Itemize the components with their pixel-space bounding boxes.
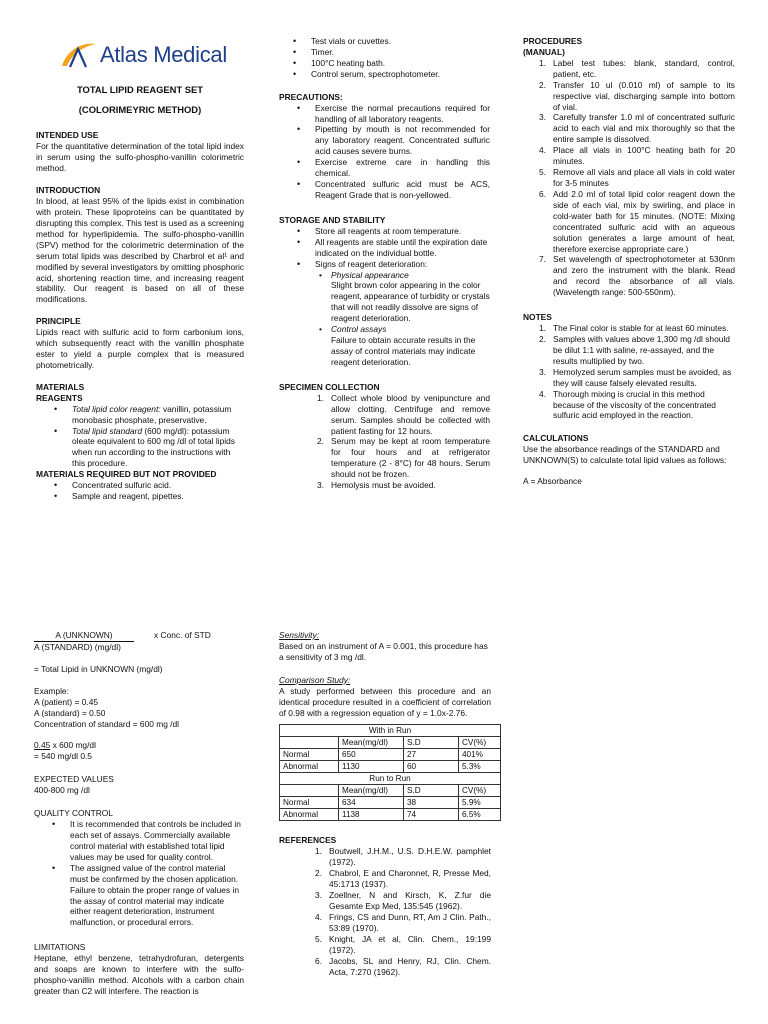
intended-use-text: For the quantitative determination of the total lipid index in serum using the sulfo-phospho-vanillin colorimetric method. xyxy=(36,141,244,174)
table-row: Normal 634 38 5.9% xyxy=(280,797,501,809)
example-line: A (standard) = 0.50 xyxy=(34,707,106,718)
reference-item: 3. Zoellner, N and Kirsch, K, Z.fur die Gesamte Exp Med, 135:545 (1962). xyxy=(315,890,491,911)
comparison-heading: Comparison Study: xyxy=(279,674,351,685)
sensitivity-text: Based on an instrument of A = 0.001, this procedure has a sensitivity of 3 mg /dl. xyxy=(279,640,488,662)
column-1-bottom xyxy=(34,630,244,997)
reagent-item: • Total lipid color reagent: vanillin, potassium monobasic phosphate, preservative. xyxy=(36,404,244,426)
precision-table xyxy=(279,724,501,821)
brand-logo xyxy=(58,38,244,72)
example-result: = 540 mg/dl 0.5 xyxy=(34,751,92,762)
materials-heading: MATERIALS xyxy=(36,381,85,392)
comparison-text: A study performed between this procedure and an identical procedure resulted in a coefficient of correlation of 0.98 with a regression equation of y = 1.0x-2.76. xyxy=(279,685,491,718)
procedure-step: 1. Label test tubes: blank, standard, control, patient, etc. xyxy=(539,57,735,79)
note-item: 4. Thorough mixing is crucial in this method because of the viscosity of the concentrated sulfuric acid employed in the reaction. xyxy=(539,388,716,421)
procedure-step: 6. Add 2.0 ml of total lipid color reagent down the side of each vial, mix by swirling, and place in cold-water bath for 15 minutes. (NOTE: Mixing concentrated sulfuric acid with an aqueous solution generates a large amount of heat, therefore exercise appropriate care.) xyxy=(539,188,735,254)
procedures-heading: PROCEDURES xyxy=(523,36,583,46)
reference-item: 1. Boutwell, J.H.M., U.S. D.H.E.W. pamphlet (1972). xyxy=(315,846,491,868)
precaution-item: • Exercise extreme care in handling this chemical. xyxy=(279,157,490,179)
doc-subtitle: (COLORIMEYRIC METHOD) xyxy=(78,104,202,116)
qc-item: • It is recommended that controls be included in each set of assays. Commercially available control material with established total lipid values may be used for quality control. xyxy=(34,819,244,863)
procedure-step: 3. Carefully transfer 1.0 ml of concentrated sulfuric acid to each vial and mix thoroughly so that the entire sample is dissolved. xyxy=(539,112,735,145)
procedure-step: 7. Set wavelength of spectrophotometer at 530nm and zero the instrument with the blank. Read and record the absorbance of all vials. (Wavelength range: 500-550nm). xyxy=(539,254,735,298)
not-provided-heading: MATERIALS REQUIRED BUT NOT PROVIDED xyxy=(36,469,217,480)
table-header-row: Mean(mg/dl) S.D CV(%) xyxy=(280,785,501,797)
not-provided-item: • Sample and reagent, pipettes. xyxy=(36,491,244,502)
example-line: Concentration of standard = 600 mg /dl xyxy=(34,718,180,729)
principle-heading: PRINCIPLE xyxy=(36,316,81,327)
reagents-heading: REAGENTS xyxy=(36,392,83,403)
formula-denominator: A (STANDARD) (mg/dl) xyxy=(34,641,121,652)
example-calc: 0.45 x 600 mg/dl xyxy=(34,740,96,751)
deterioration-sign: • Physical appearance Slight brown color appearing in the color reagent, appearance of turbidity or crystals that will not readily dissolve are signs of reagent deterioration. xyxy=(279,270,490,325)
absorbance-definition: A = Absorbance xyxy=(523,476,582,487)
not-provided-item: • Test vials or cuvettes. xyxy=(275,36,490,47)
reference-item: 6. Jacobs, SL and Henry, RJ, Clin. Chem. Acta, 7:270 (1962). xyxy=(315,955,491,977)
column-2-bottom xyxy=(279,630,491,977)
reference-item: 4. Frings, CS and Dunn, RT, Am J Clin. Path., 53:89 (1970). xyxy=(315,911,491,933)
note-item: 1. The Final color is stable for at least 60 minutes. xyxy=(539,323,729,334)
procedure-step: 5. Remove all vials and place all vials in cold water for 3-5 minutes xyxy=(539,167,735,188)
table-caption-row: With in Run xyxy=(280,725,501,737)
procedure-step: 2. Transfer 10 ul (0.010 ml) of sample to its respective vial, discharging sample into bottom of vial. xyxy=(539,79,735,112)
limitations-heading: LIMITATIONS xyxy=(34,942,86,953)
calculations-heading: CALCULATIONS xyxy=(523,433,589,444)
not-provided-item: • 100°C heating bath. xyxy=(275,58,490,69)
storage-item: • All reagents are stable until the expiration date indicated on the individual bottle. xyxy=(279,237,490,259)
formula-line xyxy=(34,630,234,642)
calculations-text: Use the absorbance readings of the STANDARD and UNKNOWN(S) to calculate total lipid values as follows: xyxy=(523,444,727,466)
precaution-item: • Exercise the normal precautions required for handling of all laboratory reagents. xyxy=(279,103,490,125)
expected-text: 400-800 mg /dl xyxy=(34,785,90,796)
procedures-sub: (MANUAL) xyxy=(523,46,565,57)
formula-numerator: A (UNKNOWN) xyxy=(34,630,134,642)
example-heading: Example: xyxy=(34,685,69,696)
not-provided-item: • Control serum, spectrophotometer. xyxy=(275,69,490,80)
specimen-item: 1. Collect whole blood by venipuncture and allow clotting. Centrifuge and remove serum. Samples should be collected with patient fasting for 12 hours. xyxy=(317,392,490,436)
storage-item: • Store all reagents at room temperature. xyxy=(279,226,490,237)
notes-heading: NOTES xyxy=(523,312,552,323)
column-3 xyxy=(523,36,735,487)
not-provided-item: • Timer. xyxy=(275,47,490,58)
specimen-heading: SPECIMEN COLLECTION xyxy=(279,381,380,392)
expected-heading: EXPECTED VALUES xyxy=(34,774,114,785)
precaution-item: • Concentrated sulfuric acid must be ACS, Reagent Grade that is non-yellowed. xyxy=(279,179,490,201)
table-header-row: Mean(mg/dl) S.D CV(%) xyxy=(280,737,501,749)
reference-item: 5. Knight, JA et al, Clin. Chem., 19:199 (1972). xyxy=(315,933,491,955)
doc-title: TOTAL LIPID REAGENT SET xyxy=(76,84,204,95)
table-row: Abnormal 1138 74 6.5% xyxy=(280,809,501,821)
reference-item: 2. Chabrol, E and Charonnet, R, Presse Med, 45:1713 (1937). xyxy=(315,868,491,890)
specimen-item: 2. Serum may be kept at room temperature for four hours and at refrigerator temperature (2 - 8°C) for 48 hours. Serum should not be frozen. xyxy=(317,436,490,480)
limitations-text: Heptane, ethyl benzene, tetrahydrofuran, detergents and soaps are known to interfere with the sulfo-phospho-vanillin method. Alcohols with a carbon chain greater than C2 will interfere. The reaction is xyxy=(34,953,244,996)
formula-times: x Conc. of STD xyxy=(154,630,211,640)
formula-result: = Total Lipid in UNKNOWN (mg/dl) xyxy=(34,663,163,674)
precautions-heading: PRECAUTIONS: xyxy=(279,91,343,102)
qc-item: • The assigned value of the control material must be confirmed by the chosen application. Failure to obtain the proper range of values in the assay of control material may indicate either reagent deterioration, instrument malfunction, or procedural errors. xyxy=(34,863,244,929)
note-item: 3. Hemolyzed serum samples must be avoided, as they will cause falsely elevated results. xyxy=(539,366,732,388)
reagent-item: • Total lipid standard (600 mg/dl): potassium oleate equivalent to 600 mg /dl of total lipids when run according to the instructions with this procedure. xyxy=(36,426,244,470)
column-1 xyxy=(36,38,244,502)
column-2 xyxy=(279,36,490,491)
references-heading: REFERENCES xyxy=(279,835,337,846)
table-row: Abnormal 1130 60 5.3% xyxy=(280,761,501,773)
sensitivity-heading: Sensitivity: xyxy=(279,630,320,640)
deterioration-sign: • Control assays Failure to obtain accurate results in the assay of control materials may indicate reagent deterioration. xyxy=(279,324,490,368)
introduction-heading: INTRODUCTION xyxy=(36,185,101,196)
specimen-item: 3. Hemolysis must be avoided. xyxy=(317,480,436,491)
precaution-item: • Pipetting by mouth is not recommended for any laboratory reagent. Concentrated sulfuric acid causes severe burns. xyxy=(279,124,490,157)
table-caption-row: Run to Run xyxy=(280,773,501,785)
note-item: 2. Samples with values above 1,300 mg /dl should be dilut 1:1 with saline, re-assayed, and the results multiplied by two. xyxy=(539,333,730,366)
procedure-step: 4. Place all vials in 100°C heating bath for 20 minutes. xyxy=(539,145,735,167)
not-provided-item: • Concentrated sulfuric acid. xyxy=(36,480,244,491)
example-line: A (patient) = 0.45 xyxy=(34,696,99,707)
brand-name: Atlas Medical xyxy=(100,41,227,67)
storage-item: • Signs of reagent deterioration: xyxy=(279,259,490,270)
storage-heading: STORAGE AND STABILITY xyxy=(279,214,386,225)
qc-heading: QUALITY CONTROL xyxy=(34,808,113,819)
atlas-logo-icon xyxy=(58,40,98,70)
principle-text: Lipids react with sulfuric acid to form carbonium ions, which subsequently react with the vanillin phosphate ester to yield a purple complex that is measured photometrically. xyxy=(36,327,244,370)
table-row: Normal 650 27 401% xyxy=(280,749,501,761)
intended-use-heading: INTENDED USE xyxy=(36,130,99,141)
introduction-text: In blood, at least 95% of the lipids exist in combination with protein. These lipoproteins can be quantitated by disrupting this complex. This test is used as a screening method for hyperlipidemia. The sulfo-phospho-vanillin (SPV) method for the colorimetric determination of the serum total lipids was described by Charbrol et al¹ and modified by several investigators by omitting phosphoric acid, shortening reaction time, and increasing reagent stability. Our reagent is based on all of these modifications. xyxy=(36,196,244,305)
